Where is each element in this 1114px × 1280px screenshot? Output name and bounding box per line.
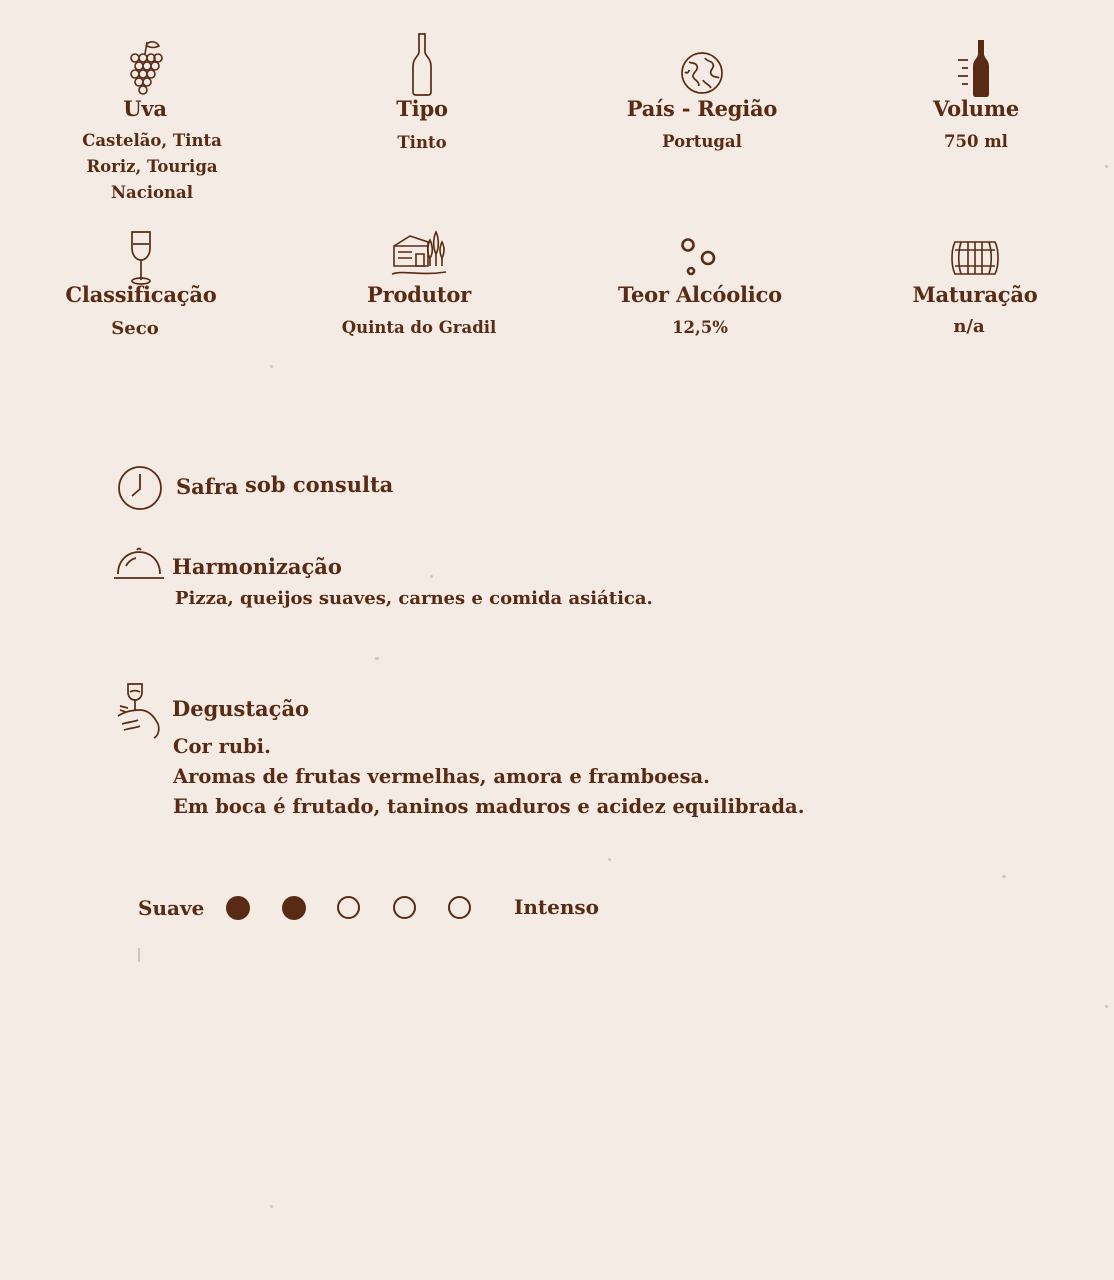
intensity-dot [448,896,471,919]
grape-icon [125,38,165,98]
spec-classification-title: Classificação [65,282,217,307]
spec-volume [894,30,1058,170]
intensity-dot [282,896,306,920]
wine-specs-grid [0,0,1114,360]
pairing-label: Harmonização [172,554,342,579]
spec-volume-title: Volume [933,96,1019,121]
tasting-hand-icon [114,680,164,740]
cloche-icon [112,546,166,582]
intensity-dot [337,896,360,919]
intensity-right-label: Intenso [514,895,599,919]
spec-alcohol-value: 12,5% [672,318,728,337]
intensity-left-label: Suave [138,896,205,920]
spec-producer [334,228,504,348]
spec-type-title: Tipo [396,96,448,121]
barrel-icon [949,238,1001,278]
intensity-dot [226,896,250,920]
tasting-label: Degustação [172,696,310,721]
clock-icon [116,464,164,512]
spec-alcohol-title: Teor Alcóolico [618,282,782,307]
spec-type [340,30,504,170]
pairing-text: Pizza, queijos suaves, carnes e comida asiática. [175,588,653,609]
tasting-section [114,680,874,830]
spec-grape-value: Castelão, Tinta Roriz, Touriga Nacional [82,131,222,202]
spec-aging [890,228,1060,348]
bottle-outline-icon [411,32,433,96]
spec-country-value: Portugal [662,132,742,151]
pairing-section [112,546,812,616]
spec-type-value: Tinto [397,133,447,152]
spec-grape [60,30,230,210]
wine-glass-icon [128,230,154,286]
intensity-dot [393,896,416,919]
spec-country-title: País - Região [626,96,778,121]
intensity-scale [138,892,598,928]
spec-classification [56,228,226,348]
spec-producer-value: Quinta do Gradil [341,318,497,337]
tasting-line-3: Em boca é frutado, taninos maduros e acidez equilibrada. [173,795,805,818]
spec-aging-value: n/a [953,316,985,337]
spec-grape-title: Uva [123,96,167,121]
vintage-value: sob consulta [245,472,394,497]
tasting-line-2: Aromas de frutas vermelhas, amora e framboesa. [173,765,710,788]
intensity-dots [226,896,486,920]
bottle-filled-icon [956,38,996,98]
spec-classification-value: Seco [111,318,159,339]
spec-country [610,30,794,170]
bubbles-icon [679,236,721,278]
spec-alcohol [610,228,790,348]
tasting-line-1: Cor rubi. [173,735,271,758]
spec-producer-title: Produtor [367,282,471,307]
spec-volume-value: 750 ml [944,132,1008,151]
farm-icon [390,228,448,278]
spec-aging-title: Maturação [912,282,1038,307]
globe-icon [679,50,725,96]
vintage-label: Safra [176,474,239,499]
